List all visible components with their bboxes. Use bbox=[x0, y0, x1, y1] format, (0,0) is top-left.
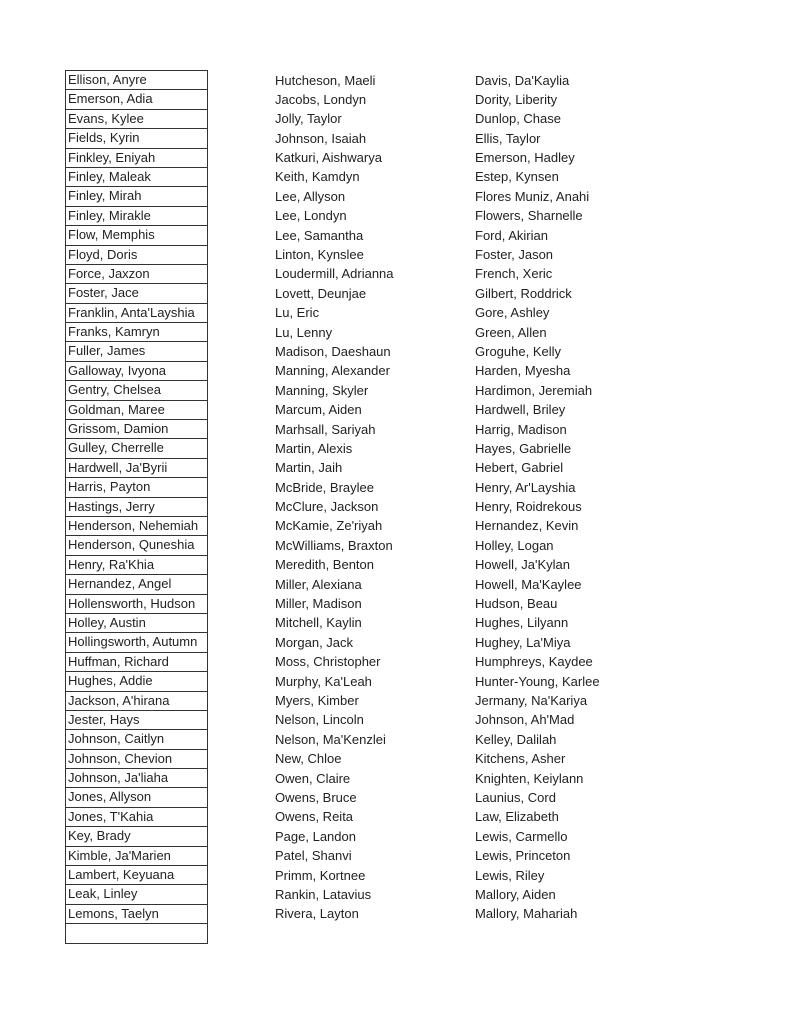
name-cell: Groguhe, Kelly bbox=[475, 343, 561, 359]
name-cell: Lewis, Carmello bbox=[475, 828, 568, 844]
name-cell: Emerson, Hadley bbox=[475, 150, 575, 166]
name-cell: Page, Landon bbox=[275, 828, 356, 844]
name-cell: Harris, Payton bbox=[66, 478, 207, 497]
name-cell: New, Chloe bbox=[275, 751, 342, 767]
name-cell: Moss, Christopher bbox=[275, 654, 381, 670]
name-cell: Finkley, Eniyah bbox=[66, 149, 207, 168]
name-cell: Hollensworth, Hudson bbox=[66, 595, 207, 614]
name-cell: Evans, Kylee bbox=[66, 110, 207, 129]
name-cell: Johnson, Caitlyn bbox=[66, 730, 207, 749]
name-cell: Henry, Ar'Layshia bbox=[475, 479, 576, 495]
name-cell: Jones, Allyson bbox=[66, 788, 207, 807]
name-cell: Mallory, Aiden bbox=[475, 886, 556, 902]
name-cell: Lee, Londyn bbox=[275, 208, 347, 224]
name-cell: Estep, Kynsen bbox=[475, 169, 559, 185]
name-cell: Law, Elizabeth bbox=[475, 809, 559, 825]
name-cell: Nelson, Lincoln bbox=[275, 712, 364, 728]
name-cell: Flow, Memphis bbox=[66, 226, 207, 245]
name-cell: Marcum, Aiden bbox=[275, 402, 362, 418]
name-cell: Lu, Eric bbox=[275, 305, 320, 321]
name-list-column-3 bbox=[475, 71, 675, 924]
name-cell: Davis, Da'Kaylia bbox=[475, 72, 570, 88]
name-cell: Flores Muniz, Anahi bbox=[475, 188, 590, 204]
name-cell: Finley, Mirah bbox=[66, 187, 207, 206]
name-cell: Johnson, Chevion bbox=[66, 750, 207, 769]
name-cell: Howell, Ma'Kaylee bbox=[475, 576, 582, 592]
name-cell: Finley, Mirakle bbox=[66, 207, 207, 226]
name-list-column-2 bbox=[275, 71, 465, 924]
name-cell: Gore, Ashley bbox=[475, 305, 550, 321]
name-cell: Leak, Linley bbox=[66, 885, 207, 904]
name-cell: McClure, Jackson bbox=[275, 499, 379, 515]
name-cell: Hughes, Addie bbox=[66, 672, 207, 691]
name-cell: Knighten, Keiylann bbox=[475, 770, 584, 786]
name-cell: Lewis, Princeton bbox=[475, 848, 571, 864]
name-cell: Humphreys, Kaydee bbox=[475, 654, 593, 670]
name-cell: Harrig, Madison bbox=[475, 421, 567, 437]
name-cell: Lee, Samantha bbox=[275, 227, 364, 243]
name-cell: Owens, Reita bbox=[275, 809, 354, 825]
name-cell: Howell, Ja'Kylan bbox=[475, 557, 570, 573]
name-cell: Finley, Maleak bbox=[66, 168, 207, 187]
name-cell: Mitchell, Kaylin bbox=[275, 615, 362, 631]
name-cell: Fields, Kyrin bbox=[66, 129, 207, 148]
name-cell: Henderson, Quneshia bbox=[66, 536, 207, 555]
name-cell: Owen, Claire bbox=[275, 770, 351, 786]
name-cell: Holley, Logan bbox=[475, 537, 554, 553]
name-cell: Hutcheson, Maeli bbox=[275, 72, 376, 88]
name-cell: Hardimon, Jeremiah bbox=[475, 382, 593, 398]
name-cell: Dority, Liberity bbox=[475, 91, 558, 107]
name-cell: Holley, Austin bbox=[66, 614, 207, 633]
name-cell: Hollingsworth, Autumn bbox=[66, 633, 207, 652]
name-cell: Hastings, Jerry bbox=[66, 498, 207, 517]
name-cell: French, Xeric bbox=[475, 266, 553, 282]
name-cell: Miller, Madison bbox=[275, 596, 362, 612]
name-cell: Launius, Cord bbox=[475, 789, 556, 805]
name-cell: Grissom, Damion bbox=[66, 420, 207, 439]
name-cell: Hernandez, Angel bbox=[66, 575, 207, 594]
name-cell: Ellis, Taylor bbox=[475, 130, 541, 146]
name-cell: Ellison, Anyre bbox=[66, 71, 207, 90]
name-cell: Kimble, Ja'Marien bbox=[66, 847, 207, 866]
name-cell: Huffman, Richard bbox=[66, 653, 207, 672]
name-cell: Henry, Roidrekous bbox=[475, 499, 582, 515]
name-cell: Murphy, Ka'Leah bbox=[275, 673, 372, 689]
name-cell: Meredith, Benton bbox=[275, 557, 375, 573]
name-cell: Lu, Lenny bbox=[275, 324, 333, 340]
name-cell: Manning, Skyler bbox=[275, 382, 369, 398]
name-cell: Hunter-Young, Karlee bbox=[475, 673, 600, 689]
name-cell: Jacobs, Londyn bbox=[275, 91, 367, 107]
name-cell: Madison, Daeshaun bbox=[275, 343, 391, 359]
name-cell: Johnson, Ja'liaha bbox=[66, 769, 207, 788]
name-cell: Marhsall, Sariyah bbox=[275, 421, 376, 437]
name-cell: Rivera, Layton bbox=[275, 906, 359, 922]
name-cell: Owens, Bruce bbox=[275, 789, 357, 805]
name-cell: Franklin, Anta'Layshia bbox=[66, 304, 207, 323]
name-cell: Patel, Shanvi bbox=[275, 848, 352, 864]
name-cell: Flowers, Sharnelle bbox=[475, 208, 583, 224]
name-cell: Hayes, Gabrielle bbox=[475, 440, 572, 456]
name-cell: Ford, Akirian bbox=[475, 227, 548, 243]
name-cell: Johnson, Ah'Mad bbox=[475, 712, 575, 728]
name-cell: Primm, Kortnee bbox=[275, 867, 366, 883]
name-cell: Force, Jaxzon bbox=[66, 265, 207, 284]
name-cell: Miller, Alexiana bbox=[275, 576, 362, 592]
name-cell: Galloway, Ivyona bbox=[66, 362, 207, 381]
name-cell: Floyd, Doris bbox=[66, 246, 207, 265]
name-cell: Foster, Jace bbox=[66, 284, 207, 303]
name-cell: Key, Brady bbox=[66, 827, 207, 846]
name-cell: Harden, Myesha bbox=[475, 363, 571, 379]
name-cell: Henry, Ra'Khia bbox=[66, 556, 207, 575]
name-cell: Jackson, A'hirana bbox=[66, 692, 207, 711]
name-cell: Green, Allen bbox=[475, 324, 547, 340]
name-cell: Franks, Kamryn bbox=[66, 323, 207, 342]
name-cell: Morgan, Jack bbox=[275, 634, 354, 650]
name-list-column-1 bbox=[65, 70, 208, 944]
name-cell: Lemons, Taelyn bbox=[66, 905, 207, 924]
name-cell: Nelson, Ma'Kenzlei bbox=[275, 731, 386, 747]
name-cell: Jermany, Na'Kariya bbox=[475, 693, 588, 708]
name-cell: Mallory, Mahariah bbox=[475, 906, 578, 922]
name-cell bbox=[66, 924, 207, 943]
name-cell: Keith, Kamdyn bbox=[275, 169, 360, 185]
name-cell: McKamie, Ze'riyah bbox=[275, 518, 383, 534]
name-cell: McBride, Braylee bbox=[275, 479, 374, 495]
name-cell: Hebert, Gabriel bbox=[475, 460, 564, 476]
name-cell: Hardwell, Briley bbox=[475, 402, 566, 418]
name-cell: Gentry, Chelsea bbox=[66, 381, 207, 400]
name-cell: Emerson, Adia bbox=[66, 90, 207, 109]
name-cell: McWilliams, Braxton bbox=[275, 537, 393, 553]
name-cell: Foster, Jason bbox=[475, 247, 554, 263]
name-cell: Katkuri, Aishwarya bbox=[275, 150, 382, 166]
name-cell: Hudson, Beau bbox=[475, 596, 558, 612]
name-cell: Hughey, La'Miya bbox=[475, 634, 571, 650]
name-cell: Jones, T'Kahia bbox=[66, 808, 207, 827]
name-cell: Hughes, Lilyann bbox=[475, 615, 569, 631]
name-cell: Martin, Jaih bbox=[275, 460, 343, 476]
name-cell: Lambert, Keyuana bbox=[66, 866, 207, 885]
name-cell: Gilbert, Roddrick bbox=[475, 285, 572, 301]
name-cell: Kitchens, Asher bbox=[475, 751, 566, 767]
name-cell: Rankin, Latavius bbox=[275, 886, 372, 902]
name-cell: Kelley, Dalilah bbox=[475, 731, 557, 747]
name-cell: Henderson, Nehemiah bbox=[66, 517, 207, 536]
name-cell: Loudermill, Adrianna bbox=[275, 266, 394, 282]
name-cell: Lee, Allyson bbox=[275, 188, 346, 204]
name-cell: Hernandez, Kevin bbox=[475, 518, 579, 534]
name-cell: Manning, Alexander bbox=[275, 363, 390, 379]
name-cell: Gulley, Cherrelle bbox=[66, 439, 207, 458]
name-cell: Goldman, Maree bbox=[66, 401, 207, 420]
name-cell: Martin, Alexis bbox=[275, 440, 353, 456]
name-cell: Jolly, Taylor bbox=[275, 111, 342, 127]
name-cell: Lewis, Riley bbox=[475, 867, 545, 883]
name-cell: Dunlop, Chase bbox=[475, 111, 561, 127]
name-cell: Jester, Hays bbox=[66, 711, 207, 730]
name-cell: Linton, Kynslee bbox=[275, 247, 364, 263]
name-cell: Fuller, James bbox=[66, 342, 207, 361]
name-cell: Myers, Kimber bbox=[275, 693, 359, 708]
name-cell: Lovett, Deunjae bbox=[275, 285, 367, 301]
name-cell: Johnson, Isaiah bbox=[275, 130, 367, 146]
name-cell: Hardwell, Ja'Byrii bbox=[66, 459, 207, 478]
